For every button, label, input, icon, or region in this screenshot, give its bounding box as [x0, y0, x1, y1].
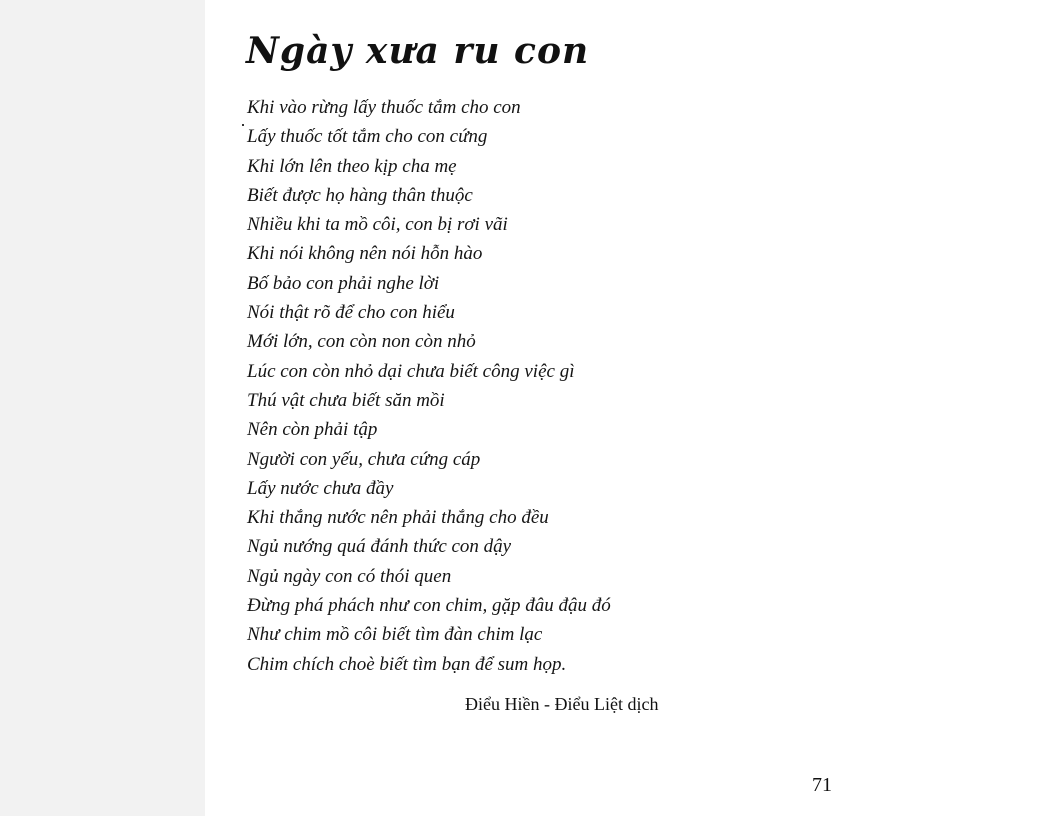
poem-line: Nhiều khi ta mồ côi, con bị rơi vãi — [247, 214, 508, 236]
poem-line: Mới lớn, con còn non còn nhỏ — [247, 331, 476, 353]
poem-line: Nói thật rõ để cho con hiểu — [247, 302, 455, 324]
poem-line: Lấy nước chưa đầy — [247, 477, 394, 499]
poem-title: Ngày xưa ru con — [246, 30, 590, 72]
poem-line: Ngủ nướng quá đánh thức con dậy — [247, 536, 512, 558]
poem-line: Khi nói không nên nói hỗn hào — [247, 243, 483, 265]
poem-line: Đừng phá phách như con chim, gặp đâu đậu đó — [247, 595, 611, 617]
poem-line: Nên còn phải tập — [247, 419, 378, 441]
poem-body — [247, 93, 611, 679]
poem-line: Như chim mồ côi biết tìm đàn chim lạc — [247, 624, 543, 646]
page-margin-shade — [0, 0, 205, 816]
translator-credit: Điểu Hiền - Điểu Liệt dịch — [465, 694, 659, 714]
poem-line: Chim chích choè biết tìm bạn để sum họp. — [247, 653, 567, 675]
poem-line: Khi vào rừng lấy thuốc tắm cho con — [247, 97, 521, 118]
poem-line: Khi lớn lên theo kịp cha mẹ — [247, 155, 457, 177]
poem-line: Biết được họ hàng thân thuộc — [247, 184, 473, 206]
poem-line: Ngủ ngày con có thói quen — [247, 565, 452, 587]
poem-line: Thú vật chưa biết săn mồi — [247, 389, 445, 411]
poem-line: Lúc con còn nhỏ dại chưa biết công việc gì — [247, 360, 575, 382]
poem-line: Lấy thuốc tốt tắm cho con cứng — [247, 126, 488, 148]
page-number: 71 — [812, 774, 832, 796]
stray-ink-mark — [242, 124, 244, 126]
poem-line: Người con yếu, chưa cứng cáp — [247, 448, 481, 470]
poem-line: Bố bảo con phải nghe lời — [247, 272, 440, 294]
poem-line: Khi thắng nước nên phải thắng cho đều — [247, 507, 549, 529]
